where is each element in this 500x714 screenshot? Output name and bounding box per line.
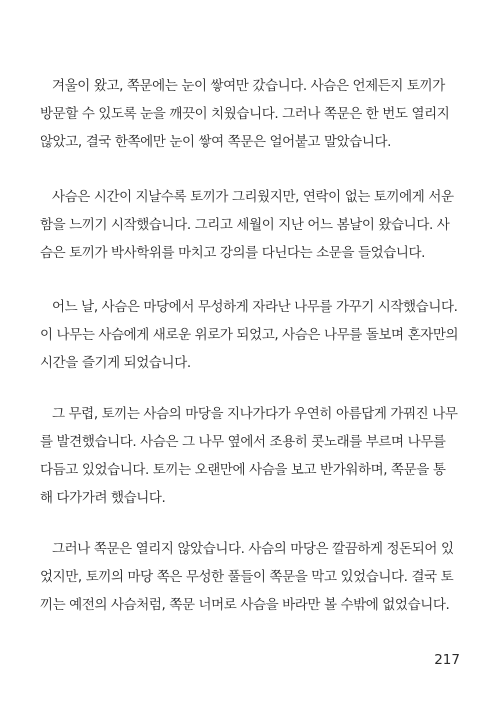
- paragraph-line: 그 무렵, 토끼는 사슴의 마당을 지나가다가 우연히 아름답게 가꿔진 나무: [52, 406, 458, 422]
- paragraph-line: 를 발견했습니다. 사슴은 그 나무 옆에서 조용히 콧노래를 부르며 나무를: [40, 434, 446, 450]
- paragraph-1: [40, 72, 460, 156]
- paragraph-5: [40, 535, 460, 619]
- paragraph-line: 이 나무는 사슴에게 새로운 위로가 되었고, 사슴은 나무를 돌보며 혼자만의: [40, 327, 459, 343]
- paragraph-line: 끼는 예전의 사슴처럼, 쪽문 너머로 사슴을 바라만 볼 수밖에 없었습니다.: [40, 597, 450, 613]
- paragraph-line: 었지만, 토끼의 마당 쪽은 무성한 풀들이 쪽문을 막고 있었습니다. 결국 토: [40, 569, 454, 585]
- paragraph-line: 사슴은 시간이 지날수록 토끼가 그리웠지만, 연락이 없는 토끼에게 서운: [52, 189, 454, 205]
- paragraph-4: [40, 400, 460, 512]
- paragraph-line: 다듬고 있었습니다. 토끼는 오랜만에 사슴을 보고 반가워하며, 쪽문을 통: [40, 462, 446, 478]
- paragraph-line: 그러나 쪽문은 열리지 않았습니다. 사슴의 마당은 깔끔하게 정돈되어 있: [52, 541, 454, 557]
- paragraph-line: 않았고, 결국 한쪽에만 눈이 쌓여 쪽문은 얼어붙고 말았습니다.: [40, 134, 392, 150]
- paragraph-2: [40, 183, 460, 267]
- paragraph-line: 슴은 토끼가 박사학위를 마치고 강의를 다닌다는 소문을 들었습니다.: [40, 245, 426, 261]
- page-number: 217: [434, 652, 460, 668]
- paragraph-3: [40, 293, 460, 377]
- paragraph-line: 해 다가가려 했습니다.: [40, 490, 166, 506]
- paragraph-line: 방문할 수 있도록 눈을 깨끗이 치웠습니다. 그러나 쪽문은 한 번도 열리지: [40, 106, 450, 122]
- paragraph-line: 함을 느끼기 시작했습니다. 그리고 세월이 지난 어느 봄날이 왔습니다. 사: [40, 217, 450, 233]
- paragraph-line: 겨울이 왔고, 쪽문에는 눈이 쌓여만 갔습니다. 사슴은 언제든지 토끼가: [52, 78, 445, 94]
- paragraph-line: 시간을 즐기게 되었습니다.: [40, 355, 191, 371]
- paragraph-line: 어느 날, 사슴은 마당에서 무성하게 자라난 나무를 가꾸기 시작했습니다.: [52, 299, 458, 315]
